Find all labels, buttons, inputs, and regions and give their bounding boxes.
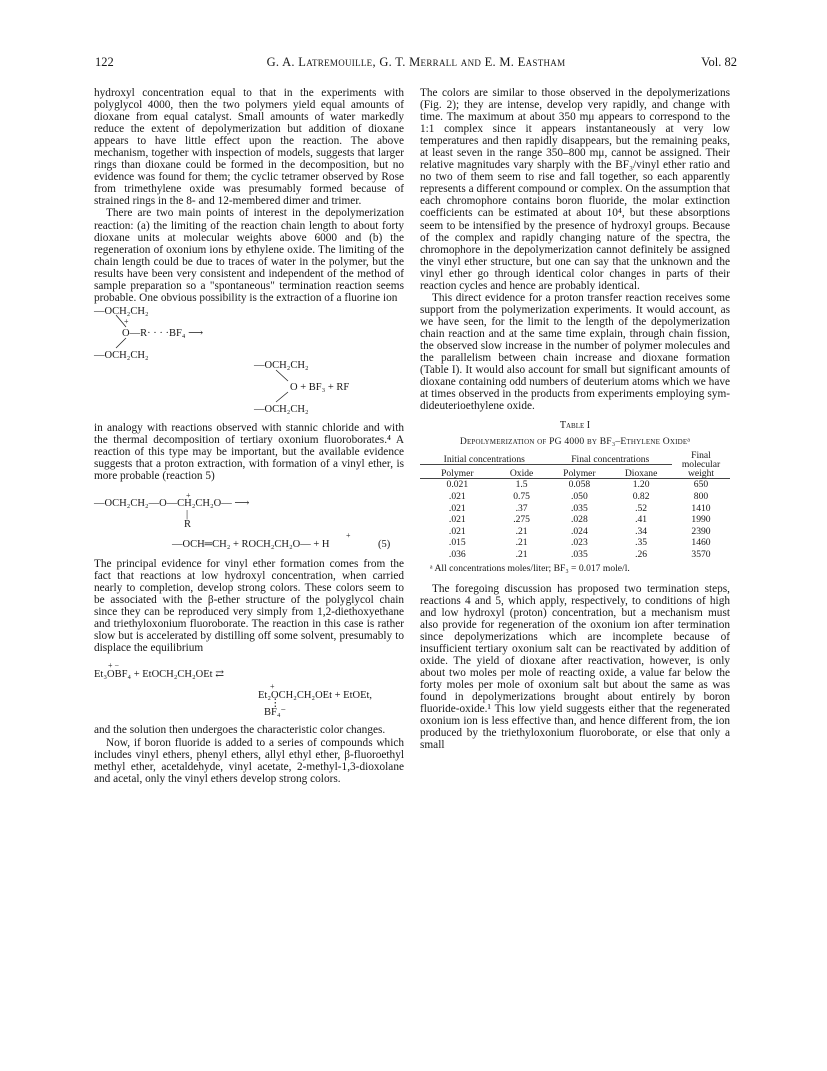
charge-sign: + (124, 316, 129, 326)
page-header (95, 55, 737, 73)
formula-fragment: —OCH═CH₂ + ROCH₂CH₂O— + H (172, 539, 330, 551)
table-row (420, 526, 730, 538)
table-caption: Depolymerization of PG 4000 by BF₃–Ethylene Oxideᵃ (459, 436, 691, 448)
table-column-header: Polymer (549, 465, 611, 479)
paragraph: and the solution then undergoes the characteristic color changes. (94, 724, 386, 737)
table-cell: .37 (515, 502, 528, 514)
table-cell: 1410 (691, 502, 711, 514)
dotted-bond: ⋮ (270, 698, 281, 710)
table-cell: .036 (448, 548, 466, 560)
table-cell: 1.5 (515, 479, 528, 491)
table-footnote: ᵃ All concentrations moles/liter; BF₃ = 0.017 mole/l. (430, 562, 630, 574)
formula-fragment: Et₃OBF₄ + EtOCH₂CH₂OEt ⇄ (94, 669, 224, 681)
formula-fragment: —OCH₂CH₂ (94, 305, 149, 317)
bond-lines (94, 304, 404, 414)
formula-fragment: BF₄⁻ (264, 707, 287, 719)
table-cell: .34 (635, 525, 648, 537)
table-cell: 0.82 (632, 490, 650, 502)
table-label: Table I (559, 420, 591, 432)
formula-fragment: —OCH₂CH₂ (254, 403, 309, 415)
table-cell: 0.75 (513, 490, 530, 502)
page-number: 122 (95, 55, 114, 69)
paragraph: Now, if boron fluoride is added to a series of compounds which includes vinyl ethers, phenyl ethers, allyl ethyl ether, β-fluoroethyl methyl ether, acetaldehyde, vinyl acetate, 2-methyl-1,3-dioxolane and acetal, only the vinyl ethers develop strong colors. (94, 736, 404, 785)
left-column (94, 87, 404, 785)
table-cell: 1460 (691, 537, 711, 549)
table-cell: .024 (570, 525, 588, 537)
charge-sign: + (346, 531, 351, 541)
table-cell: .021 (448, 490, 466, 502)
equation-number: (5) (378, 539, 391, 551)
table-cell: .21 (515, 537, 528, 549)
table-cell: 800 (693, 490, 709, 502)
table-cell: .021 (448, 514, 466, 526)
table-group-header: Initial concentrations (420, 451, 549, 464)
table-cell: 3570 (691, 548, 711, 560)
table-cell: 2390 (691, 525, 711, 537)
table-column-header: Final molecular weight (672, 451, 730, 479)
table-row (420, 479, 730, 491)
table-cell: .050 (570, 490, 588, 502)
paragraph: The foregoing discussion has proposed two termination steps, reactions 4 and 5, which apply, respectively, to conditions of high and low hydroxyl (proton) concentration, but a mechanism must also provide for regeneration of the oxonium ion after termination since depolymerizations which are incomplete because of insufficient tertiary oxonium salt can be reactivated by addition of oxide. The yield of dioxane after reactivation, however, is only about two moles per mole of reacting oxide, a value far below the forty moles per mole of oxonium salt but about the same as was found in depolymerizations brought about entirely by boron fluoride-oxide.¹ This low yield suggests either that the regenerated oxonium ion is less effective than, and hence different from, the ion produced by the triethyloxonium fluoroborate, or else that only a small (420, 582, 730, 752)
table-cell: .021 (448, 502, 466, 514)
table-cell: 650 (693, 479, 709, 491)
table-cell: .26 (635, 548, 648, 560)
table-cell: .023 (570, 537, 588, 549)
right-column (420, 87, 730, 751)
table-cell: .015 (448, 537, 466, 549)
table-row (420, 537, 730, 549)
table-cell: .035 (570, 548, 588, 560)
reaction-scheme-equilibrium (94, 660, 404, 718)
table-row (420, 491, 730, 503)
table-cell: .028 (570, 514, 588, 526)
table-column-header: Oxide (495, 465, 549, 479)
table-row (420, 514, 730, 526)
table-cell: .21 (515, 525, 528, 537)
table-cell: .275 (513, 514, 530, 526)
paragraph: The principal evidence for vinyl ether formation comes from the fact that reactions at low hydroxyl concentration, when carried nearly to completion, develop strong colors. These colors seem to be associated with the β-ether structure of the polyglycol chain since they can be reproduced very simply from 1,2-diethoxyethane and triethyloxonium fluoroborate. The reaction in this case is rather slow but is accelerated by distilling off some solvent, presumably to displace the equilibrium (94, 558, 404, 655)
table-cell: .021 (448, 525, 466, 537)
data-table (420, 451, 730, 560)
table-cell: 1990 (691, 514, 711, 526)
table-cell: .35 (635, 537, 648, 549)
paragraph: This direct evidence for a proton transfer reaction receives some support from the polymerization experiments. It would account, as we have seen, for the limit to the length of the depolymerization chain reaction and at the same time explain, through chain fission, the observed slow increase in the number of polymer molecules and the parallelism between chain increase and dioxane formation (Table I). It would also account for small but significant amounts of dioxane containing odd numbers of deuterium atoms which we have at times observed in the products from experiments employing sym-dideuterioethylene oxide. (420, 291, 730, 413)
charge-sign: + − (108, 661, 120, 671)
running-authors: G. A. Latremouille, G. T. Merrall and E. M. Eastham (266, 55, 566, 69)
volume-label: Vol. 82 (701, 55, 737, 69)
paragraph: in analogy with reactions observed with stannic chloride and with the thermal decomposition of tertiary oxonium fluoroborates.⁴ A reaction of this type may be important, but the available evidence suggests that a proton extraction, with formation of a vinyl ether, is more probable (reaction 5) (94, 421, 404, 483)
paragraph: hydroxyl concentration equal to that in the experiments with polyglycol 4000, then the two polymers yield equal amounts of dioxane from equal catalyst. Small amounts of water markedly reduce the extent of depolymerization but addition of dioxane appears to have little effect upon the reaction. The above mechanism, together with inspection of models, suggests that larger rings than dioxane could be formed in the decomposition, but no evidence was found for them; the cyclic tetramer observed by Rose from trimethylene oxide was presumably formed because of strained rings in the 8- and 12-membered dimer and trimer. (94, 87, 404, 208)
table-cell: .21 (515, 548, 528, 560)
formula-fragment: O—R· · · ·BF₄ ⟶ (122, 327, 204, 339)
reaction-scheme-fluorine-extraction (94, 304, 404, 415)
table-cell: 0.058 (568, 479, 591, 491)
table-row (420, 549, 730, 561)
table-cell: .035 (570, 502, 588, 514)
reaction-scheme-5 (94, 490, 404, 558)
charge-sign: + (186, 491, 191, 501)
formula-fragment: Et₂OCH₂CH₂OEt + EtOEt, (258, 690, 373, 702)
formula-fragment: R (184, 519, 192, 531)
table-cell: .41 (635, 514, 648, 526)
table-row (420, 503, 730, 515)
bond-vertical: | (186, 509, 189, 521)
formula-fragment: —OCH₂CH₂—O—CH₂CH₂O— ⟶ (94, 498, 250, 510)
charge-sign: + (270, 682, 275, 692)
paragraph: There are two main points of interest in the depolymerization reaction: (a) the limiting of the reaction chain length to about forty dioxane units at molecular weights above 6000 and (b) the regeneration of oxonium ions by ethylene oxide. The limiting of the chain length could be due to traces of water in the polymer, but the results have been very consistent and independent of the method of sample preparation so a "spontaneous" termination reaction seems probable. One obvious possibility is the extraction of a fluorine ion (94, 207, 404, 304)
table-cell: 0.021 (446, 479, 469, 491)
formula-fragment: —OCH₂CH₂ (254, 359, 309, 371)
table-group-header: Final concentrations (549, 451, 672, 464)
table-column-header: Polymer (420, 465, 495, 479)
table-cell: .52 (635, 502, 648, 514)
table-column-header: Dioxane (610, 465, 672, 479)
table-cell: 1.20 (632, 479, 650, 491)
formula-fragment: O + BF₃ + RF (290, 381, 350, 393)
formula-fragment: —OCH₂CH₂ (94, 349, 149, 361)
paragraph: The colors are similar to those observed in the depolymerizations (Fig. 2); they are intense, develop very rapidly, and change with time. The maximum at about 350 mμ appears to correspond to the 1:1 complex since it appears instantaneously at very low temperatures and then rapidly disappears, but the remaining peaks, at least seven in the range 350–800 mμ, cannot be assigned. Their relative magnitudes vary sharply with the BF₃/vinyl ether ratio and no two of them seem to rise and fall together, so each apparently represents a different compound or complex. On the assumption that each chromophore contains boron fluoride, the molar extinction coefficients can be estimated at about 10⁴, but these absorptions seem to be intensified by the presence of hydroxyl groups. Because of the complex and rapidly changing nature of the spectra, the chromophore in the depolymerization cannot definitely be assigned the vinyl ether structure, but one can say that the unknown and the vinyl ether go through identical color changes in parts of their reaction cycles and hence are probably identical. (420, 87, 730, 292)
